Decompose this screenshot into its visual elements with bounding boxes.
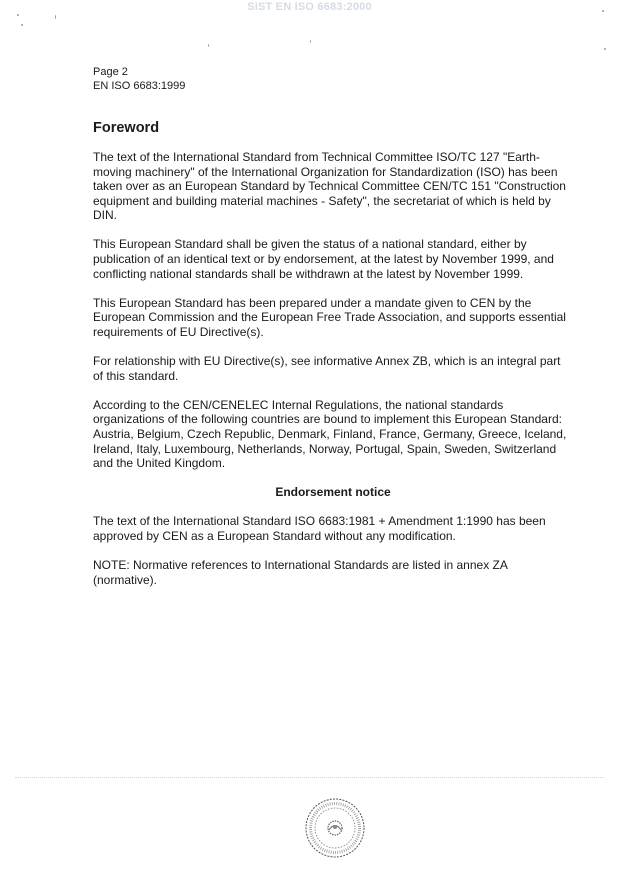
scan-speck: [310, 40, 311, 43]
paragraph-countries: According to the CEN/CENELEC Internal Regulations, the national standards organizations of the following countries are bound to implement this European Standard: Austria, Belgium, Czech Republic, Denmark, Finland, France, Germany, Greece, Iceland, Ireland, Italy, Luxembourg, Netherlands, Norway, Portugal, Spain, Sweden, Switzerland and the United Kingdom.: [93, 397, 567, 471]
paragraph-adoption: The text of the International Standard from Technical Committee ISO/TC 127 "Earth-moving machinery" of the International Organization for Standardization (ISO) has been taken over as an European Standard by Technical Committee CEN/TC 151 "Construction equipment and building material machines - Safety", the secretariat of which is held by DIN.: [93, 150, 566, 223]
scan-speck: [17, 14, 19, 16]
watermark: SIST EN ISO 6683:2000: [247, 1, 372, 13]
page-header: [93, 65, 185, 93]
scan-dotted-line: [15, 777, 605, 779]
scan-speck: [21, 24, 23, 26]
endorsement-heading: Endorsement notice: [275, 485, 391, 500]
scan-speck: [604, 48, 606, 50]
endorsement-text: The text of the International Standard ISO 6683:1981 + Amendment 1:1990 has been approved by CEN as a European Standard without any modification.: [93, 514, 546, 543]
page-number: Page 2: [93, 66, 128, 78]
paragraph-status: This European Standard shall be given the status of a national standard, either by publication of an identical text or by endorsement, at the latest by November 1999, and conflicting national standards shall be withdrawn at the latest by November 1999.: [93, 237, 554, 281]
scan-speck: [55, 15, 56, 19]
paragraph-mandate: This European Standard has been prepared under a mandate given to CEN by the European Commission and the European Free Trade Association, and supports essential requirements of EU Directive(s).: [93, 295, 566, 339]
section-title: Foreword: [93, 120, 160, 136]
paragraph-relationship: For relationship with EU Directive(s), see informative Annex ZB, which is an integral part of this standard.: [93, 354, 561, 383]
foreword-body: [93, 150, 573, 602]
seal-stamp-icon: [304, 797, 366, 859]
note-text: NOTE: Normative references to International Standards are listed in annex ZA (normative).: [93, 557, 508, 587]
document-reference: EN ISO 6683:1999: [93, 80, 186, 92]
scan-speck: [602, 10, 604, 12]
scan-speck: [208, 44, 209, 47]
